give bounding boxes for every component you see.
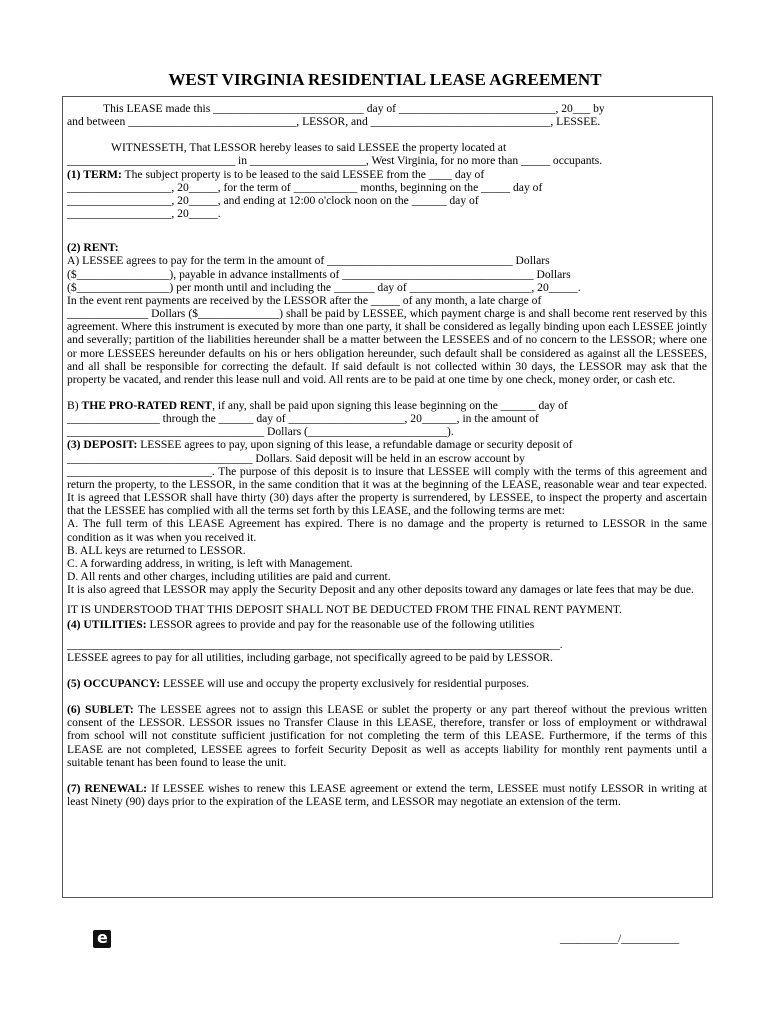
prorated-line-3: __________________________________ Dollars (________________________). [67, 425, 454, 439]
deposit-also: It is also agreed that LESSOR may apply the Security Deposit and any other deposits toward any damages or late fees that may be due. [67, 583, 694, 597]
renewal-paragraph [67, 782, 707, 808]
rent-label: (2) RENT: [67, 241, 119, 255]
prorated-text-1: , if any, shall be paid upon signing this lease beginning on the ______ day of [212, 398, 568, 412]
rent-line-3: ($________________) per month until and including the _______ day of _____________________, 20_____. [67, 280, 581, 294]
deposit-item-d: D. All rents and other charges, including utilities are paid and current. [67, 570, 391, 583]
renewal-text: If LESSEE wishes to renew this LEASE agreement or extend the term, LESSEE must notify LESSOR in writing at least Ninety (90) days prior to the expiration of the LEASE term, and LESSOR may negotiate an extension of the term. [67, 781, 707, 809]
utilities-text-1: LESSOR agrees to provide and pay for the reasonable use of the following utilities [146, 618, 535, 632]
prorated-line-2: ________________ through the ______ day of ____________________, 20______, in the amount of [67, 412, 539, 426]
initials-line: __________/__________ [560, 932, 680, 945]
utilities-line-2: _____________________________________________________________________________________. [67, 637, 563, 651]
term-line-1 [67, 168, 707, 181]
deposit-label: (3) DEPOSIT: [67, 438, 138, 452]
esign-logo-letter: e [97, 928, 108, 947]
occupancy-line [67, 677, 707, 690]
deposit-item-b: B. ALL keys are returned to LESSOR. [67, 543, 246, 557]
intro-line-2: and between _____________________________, LESSOR, and _______________________________, LESSEE. [67, 115, 601, 129]
witness-line-1: WITNESSETH, That LESSOR hereby leases to said LESSEE the property located at [111, 141, 507, 155]
deposit-text-1: LESSEE agrees to pay, upon signing of this lease, a refundable damage or security deposit of [137, 438, 573, 452]
rent-line-1: A) LESSEE agrees to pay for the term in the amount of ________________________________ Dollars [67, 254, 550, 268]
deposit-item-c: C. A forwarding address, in writing, is left with Management. [67, 556, 353, 570]
sublet-label: (6) SUBLET: [67, 703, 134, 717]
rent-line-2: ($________________), payable in advance installments of _________________________________ Dollars [67, 267, 571, 281]
rent-line-4: In the event rent payments are received by the LESSOR after the _____ of any month, a late charge of [67, 293, 542, 307]
occupancy-label: (5) OCCUPANCY: [67, 676, 161, 690]
utilities-line-1 [67, 618, 707, 631]
rent-paragraph: ______________ Dollars ($______________) shall be paid by LESSEE, which payment charge is and shall become rent reserved by this agreement. Where this instrument is executed by more than one party, it shall be considered as legally binding upon each LESSEE jointly and severally; partition of the liabilities hereunder shall be a matter between the LESSEES and of no concern to the LESSOR; where one or more LESSEES hereunder defaults on his or hers obligation hereunder, such default shall be considered as against all the LESSEES, and all shall be responsible for correcting the default. If said default is not collected within 30 days, the LESSOR may ask that the property be vacated, and render this lease null and void. All rents are to be paid at one time by one check, money order, or cash etc. [67, 307, 707, 386]
sublet-paragraph [67, 703, 707, 769]
deposit-understood: IT IS UNDERSTOOD THAT THIS DEPOSIT SHALL NOT BE DEDUCTED FROM THE FINAL RENT PAYMENT. [67, 603, 622, 617]
deposit-item-a: A. The full term of this LEASE Agreement has expired. There is no damage and the property is returned to LESSOR in the same condition as it was when you received it. [67, 517, 707, 544]
term-text-1: The subject property is to be leased to the said LESSEE from the ____ day of [121, 167, 485, 181]
prorated-line-1 [67, 399, 707, 412]
term-line-4: __________________, 20_____. [67, 207, 221, 221]
rent-label-line [67, 241, 707, 254]
prorated-prefix: B) [67, 398, 82, 412]
deposit-paragraph: _________________________. The purpose of this deposit is to insure that LESSEE will comply with the terms of this agreement and return the property, to the LESSOR, in the same condition that it was at the beginning of the LEASE, reasonable wear and tear expected. It is agreed that LESSOR shall have thirty (30) days after the property is surrendered, by LESSEE, to inspect the property and ascertain that the LESSEE has complied with all the terms set forth by this LEASE, and the following terms are met: [67, 464, 707, 518]
term-line-2: __________________, 20_____, for the term of ___________ months, beginning on the _____ day of [67, 180, 543, 194]
document-title: WEST VIRGINIA RESIDENTIAL LEASE AGREEMENT [168, 70, 602, 89]
intro-line-1: This LEASE made this __________________________ day of ___________________________, 20___ by [103, 102, 605, 115]
deposit-line-2: ________________________________ Dollars. Said deposit will be held in an escrow account by [67, 451, 525, 465]
utilities-label: (4) UTILITIES: [67, 618, 147, 632]
lease-body [67, 102, 707, 808]
prorated-label: THE PRO-RATED RENT [81, 398, 213, 412]
term-label: (1) TERM: [67, 167, 122, 181]
sublet-text: The LESSEE agrees not to assign this LEASE or sublet the property or any part thereof without the previous written consent of the LESSOR. LESSOR issues no Transfer Clause in this LEASE, therefore, transfer or loss of employment or withdrawal from school will not constitute sufficient justification for not completing the term of this LEASE. Furthermore, if the terms of this LEASE are not completed, LESSEE agrees to forfeit Security Deposit as well as accepts liability for monthly rent payments until a suitable tenant has been found to lease the unit. [67, 703, 707, 769]
witness-line-2: _____________________________ in ____________________, West Virginia, for no more than _____ occupants. [67, 154, 603, 168]
occupancy-text: LESSEE will use and occupy the property exclusively for residential purposes. [160, 676, 530, 690]
renewal-label: (7) RENEWAL: [67, 781, 148, 795]
deposit-line-1 [67, 438, 707, 451]
utilities-line-3: LESSEE agrees to pay for all utilities, including garbage, not specifically agreed to be paid by LESSOR. [67, 650, 553, 664]
term-line-3: __________________, 20_____, and ending at 12:00 o'clock noon on the ______ day of [67, 193, 479, 207]
